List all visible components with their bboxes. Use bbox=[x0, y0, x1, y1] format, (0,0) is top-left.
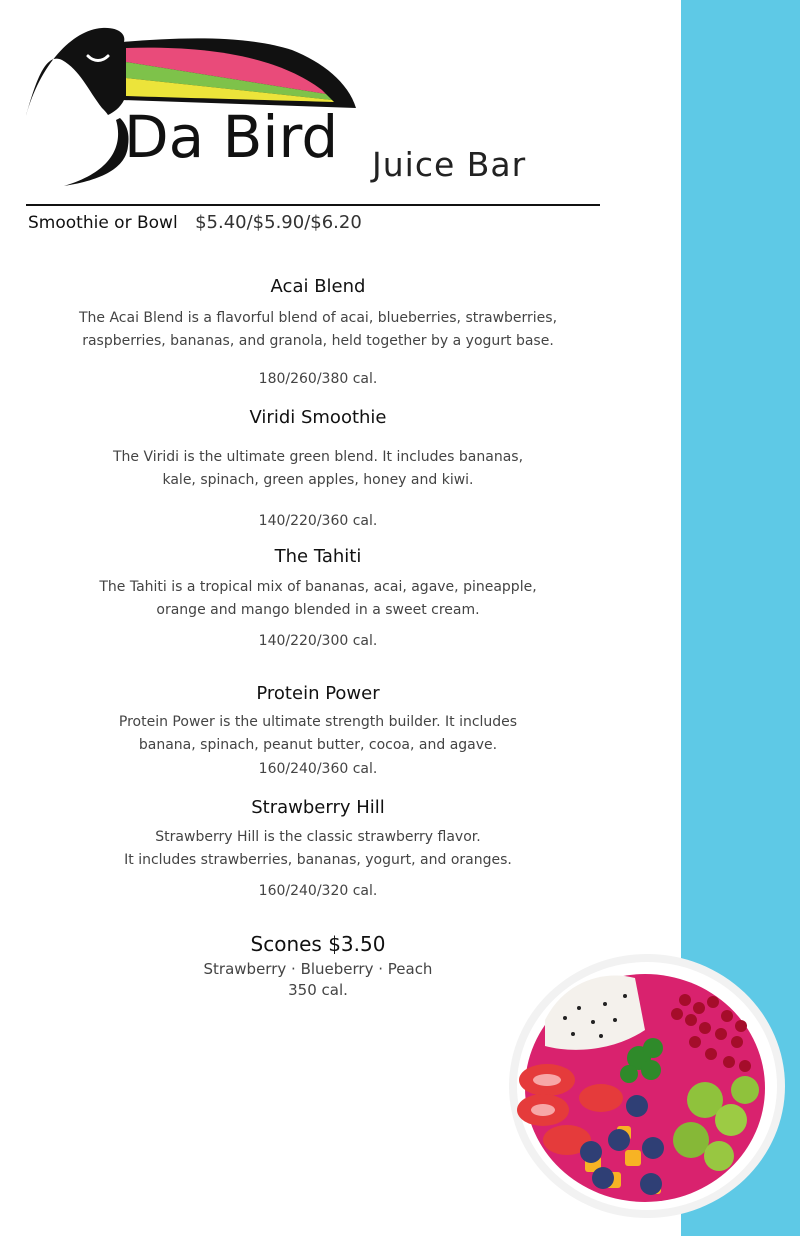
menu-item-title: Viridi Smoothie bbox=[249, 407, 387, 428]
pricing-label: Smoothie or Bowl bbox=[28, 213, 178, 233]
smoothie-bowl-illustration bbox=[505, 950, 787, 1220]
menu-item-calories: 140/220/360 cal. bbox=[258, 513, 378, 529]
pricing-line bbox=[28, 212, 362, 233]
brand-subtitle: Juice Bar bbox=[372, 145, 527, 184]
menu-item-title: The Tahiti bbox=[274, 546, 362, 567]
header-divider bbox=[26, 204, 600, 206]
menu-item-description: The Viridi is the ultimate green blend. It includes bananas, kale, spinach, green apples, honey and kiwi. bbox=[112, 449, 524, 488]
menu-item-description: Protein Power is the ultimate strength builder. It includes banana, spinach, peanut butter, cocoa, and agave. bbox=[118, 714, 518, 753]
menu-item-calories: 180/260/380 cal. bbox=[258, 371, 378, 387]
menu-item-title: Acai Blend bbox=[270, 276, 366, 297]
menu-item-title: Strawberry Hill bbox=[251, 797, 385, 818]
menu-item-description: The Tahiti is a tropical mix of bananas, acai, agave, pineapple, orange and mango blended in a sweet cream. bbox=[99, 579, 537, 618]
brand-name: Da Bird bbox=[124, 103, 339, 171]
menu-item-title: Protein Power bbox=[256, 683, 380, 704]
menu-item-calories: 160/240/320 cal. bbox=[258, 883, 378, 899]
menu-item-description: Strawberry Hill is the classic strawberry flavor. It includes strawberries, bananas, yogurt, and oranges. bbox=[124, 829, 512, 868]
scones-flavors: Strawberry · Blueberry · Peach bbox=[203, 960, 433, 978]
menu-item-description: The Acai Blend is a flavorful blend of acai, blueberries, strawberries, raspberries, bananas, and granola, held together by a yogurt base. bbox=[78, 310, 558, 349]
pricing-value: $5.40/$5.90/$6.20 bbox=[195, 212, 362, 233]
scones-calories: 350 cal. bbox=[288, 981, 348, 999]
scones-title: Scones $3.50 bbox=[250, 932, 386, 956]
menu-item-calories: 140/220/300 cal. bbox=[258, 633, 378, 649]
menu-item-calories: 160/240/360 cal. bbox=[258, 761, 378, 777]
